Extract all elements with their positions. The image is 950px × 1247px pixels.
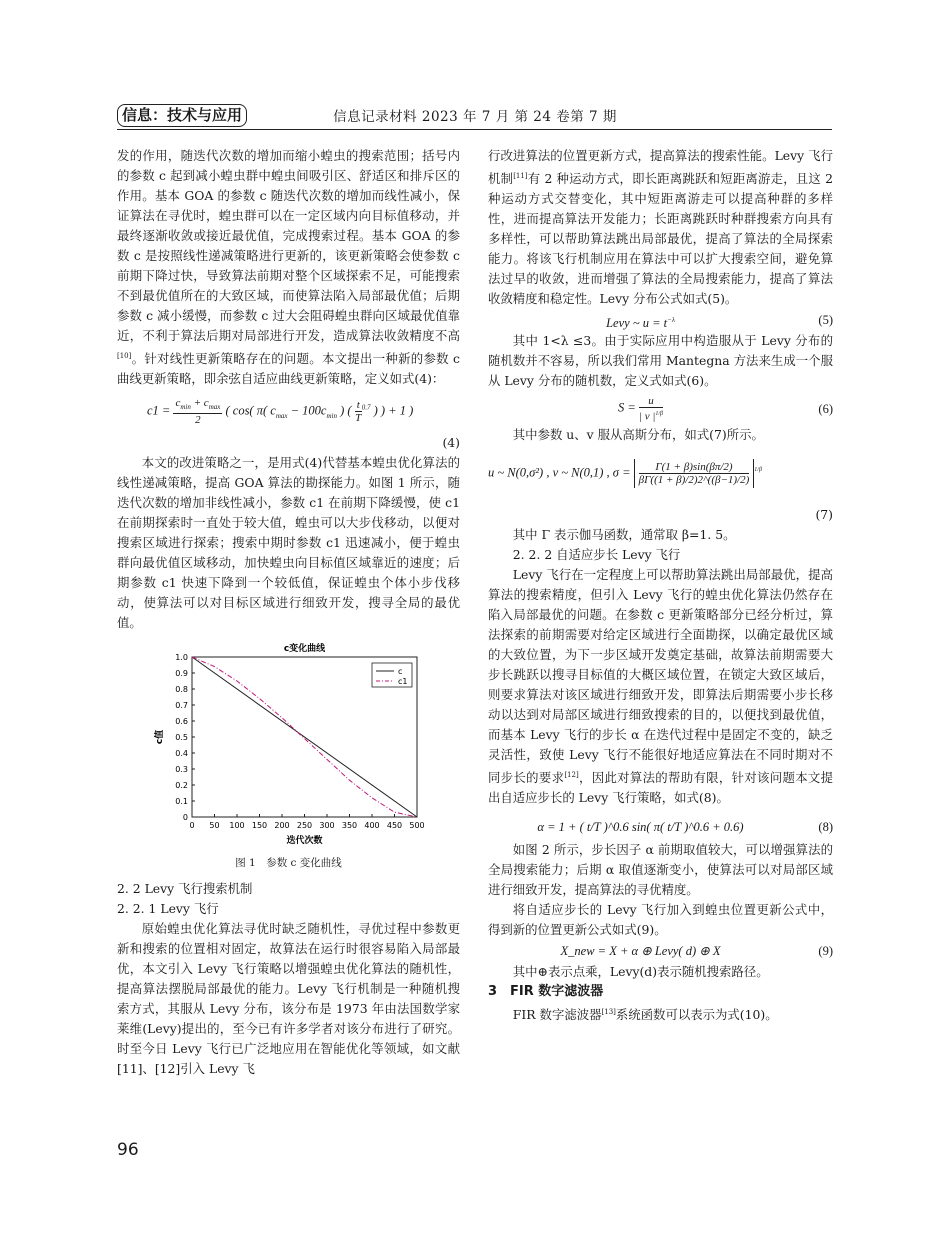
y-tick-label: 0.5 xyxy=(175,733,188,743)
y-tick-label: 0.2 xyxy=(175,781,188,791)
y-tick-label: 1.0 xyxy=(175,653,188,663)
y-tick-label: 0.1 xyxy=(175,797,188,807)
paragraph: 行改进算法的位置更新方式，提高算法的搜索性能。Levy 飞行机制[11]有 2 种运动方式，即长距离跳跃和短距离游走，且这 2 种运动方式交替变化，其中短距离游走可以提高种群的多样性，进而提高算法开发能力；长距离跳跃时种群搜索方向具有多样性，可以帮助算法跳出局部最优，提高了算法的全局探索能力。将该飞行机制应用在算法中可以扩大搜索空间，避免算法过早的收敛，进而增强了算法的全局搜索能力，提高了算法收敛精度和稳定性。Levy 分布公式如式(5)。 xyxy=(488,148,833,307)
c-curve-chart xyxy=(117,637,460,847)
paragraph: 其中 Γ 表示伽马函数，通常取 β=1. 5。 xyxy=(512,527,736,543)
left-column xyxy=(117,146,460,1079)
equation-5: Levy ~ $u = t^{-\lambda}$ (5) xyxy=(606,313,833,331)
y-tick-label: 0.3 xyxy=(175,765,188,775)
x-tick-label: 450 xyxy=(386,821,403,831)
x-tick-label: 350 xyxy=(341,821,358,831)
equation-6: S = $\frac{u}{| v |^{1/\beta}}$ (6) xyxy=(617,395,833,423)
x-tick-label: 150 xyxy=(251,821,268,831)
x-tick-label: 200 xyxy=(274,821,290,831)
paragraph: 发的作用，随迭代次数的增加而缩小蝗虫的搜索范围；括号内的参数 c 起到减小蝗虫群中蝗虫间吸引区、舒适区和排斥区的作用。基本 GOA 的参数 c 随迭代次数的增加而线性减小，保证算法在寻优时，蝗虫群可以在一定区域内向目标值移动，并最终逐渐收敛或接近最优值，完成搜索过程。基本 GOA 的参数 c 是按照线性递减策略进行更新的，该更新策略会使参数 c 前期下降过快，导致算法前期对整个区域探索不足，可能搜索不到最优值所在的大致区域，而使算法陷入局部最优值；后期参数 c 减小缓慢，而参数 c 过大会阻碍蝗虫群向区域最优值靠近，不利于算法后期对局部进行开发，造成算法收敛精度不高[10]。针对线性更新策略存在的问题。本文提出一种新的参数 c 曲线更新策略，即余弦自适应曲线更新策略，定义如式(4)： xyxy=(117,148,460,387)
paragraph: FIR 数字滤波器[13]系统函数可以表示为式(10)。 xyxy=(512,1007,778,1023)
equation-number: (4) xyxy=(442,435,460,451)
chart-title: c变化曲线 xyxy=(283,644,326,655)
paragraph: 其中⊕表示点乘，Levy(d)表示随机搜索路径。 xyxy=(512,964,769,980)
y-tick-label: 0.4 xyxy=(175,749,188,759)
equation-9: X_new = X + α ⊕ Levy( d) ⊕ X (9) xyxy=(560,944,833,959)
right-column xyxy=(488,146,833,1025)
y-tick-label: 0 xyxy=(182,813,188,823)
equation-number: (7) xyxy=(815,507,833,523)
paragraph: 其中 1<λ ≤3。由于实际应用中构造服从于 Levy 分布的随机数并不容易，所以我们常用 Mantegna 方法来生成一个服从 Levy 分布的随机数，定义式如式(6)。 xyxy=(488,333,833,389)
paragraph: 原始蝗虫优化算法寻优时缺乏随机性，寻优过程中参数更新和搜索的位置相对固定，故算法在运行时很容易陷入局部最优，本文引入 Levy 飞行策略以增强蝗虫优化算法的随机性，提高算法摆脱局部最优的能力。Levy 飞行机制是一种随机搜索方式，其服从 Levy 分布，该分布是 1973 年由法国数学家莱维(Levy)提出的，至今已有许多学者对该分布进行了研究。时至今日 Levy 飞行已广泛地应用在智能优化等领域，如文献[11]、[12]引入 Levy 飞 xyxy=(117,921,460,1077)
x-axis-label: 迭代次数 xyxy=(286,836,323,847)
y-tick-label: 0.7 xyxy=(175,701,188,711)
y-tick-label: 0.6 xyxy=(175,717,188,727)
equation-7: u ~ N(0,σ²) , v ~ N(0,1) , σ = $\frac{\Gamma(1 + \beta)\sin(\beta\pi/2)}{\beta\Gamma((1 + \beta)/2)2\^{}((\beta-1)/2)}$ $^{1/\beta}$ xyxy=(488,461,762,487)
x-tick-label: 300 xyxy=(319,821,335,831)
journal-header: 信息记录材料 2023 年 7 月 第 24 卷第 7 期 xyxy=(333,109,617,125)
y-tick-label: 0.8 xyxy=(175,685,188,695)
subsection-heading: 2. 2. 1 Levy 飞行 xyxy=(117,901,219,917)
page-number: 96 xyxy=(117,1140,139,1160)
paragraph: 将自适应步长的 Levy 飞行加入到蝗虫位置更新公式中，得到新的位置更新公式如式(9)。 xyxy=(488,902,833,938)
paragraph: 如图 2 所示，步长因子 α 前期取值较大，可以增强算法的全局搜索能力；后期 α 取值逐渐变小，使算法可以对局部区域进行细致开发，提高算法的寻优精度。 xyxy=(488,842,833,898)
legend-label: c1 xyxy=(398,677,408,687)
x-tick-label: 0 xyxy=(189,821,195,831)
section-heading: 2. 2 Levy 飞行搜索机制 xyxy=(117,881,253,897)
equation-4: c1 = $\frac{c_{min} + c_{max}}{2}$ ( cos( π( $c_{max} - 100c_{min}$ ) ( $\frac{t}{T}$ $^{0.7}$ ) ) + 1 ) xyxy=(147,397,414,427)
figure-caption: 图 1 参数 c 变化曲线 xyxy=(235,857,342,870)
header-rule xyxy=(117,129,832,130)
x-tick-label: 100 xyxy=(229,821,245,831)
x-tick-label: 500 xyxy=(409,821,425,831)
paragraph: Levy 飞行在一定程度上可以帮助算法跳出局部最优，提高算法的搜索精度，但引入 Levy 飞行的蝗虫优化算法仍然存在陷入局部最优的问题。在参数 c 更新策略部分已经分析过，算法探索的前期需要对给定区域进行全面勘探，以确定最优区域的大致位置，为下一步区域开发奠定基础，故算法前期需要大步长跳跃以搜寻目标值的大概区域位置，在锁定大致区域后，则要求算法对该区域进行细致开发，即算法后期需要小步长移动以达到对局部区域进行细致搜索的目的，以便找到最优值，而基本 Levy 飞行的步长 α 在迭代过程中是固定不变的，缺乏灵活性，致使 Levy 飞行不能很好地适应算法在不同时期对不同步长的要求[12]，因此对算法的帮助有限，针对该问题本文提出自适应步长的 Levy 飞行策略，如式(8)。 xyxy=(488,567,834,806)
figure-1 xyxy=(117,637,460,847)
legend-label: c xyxy=(398,667,403,677)
paragraph: 本文的改进策略之一，是用式(4)代替基本蝗虫优化算法的线性递减策略，提高 GOA 算法的勘探能力。如图 1 所示，随迭代次数的增加非线性减小，参数 c1 在前期下降缓慢，使 c1 在前期探索时一直处于较大值，蝗虫可以大步伐移动，以便对搜索区域进行探索；搜索中期时参数 c1 迅速减小，便于蝗虫群向最优值区域移动，加快蝗虫向目标值区域靠近的速度；后期参数 c1 快速下降到一个较低值，保证蝗虫个体小步伐移动，使算法可以对目标区域进行细致开发，搜寻全局的最优值。 xyxy=(117,455,460,631)
y-axis-label: c值 xyxy=(155,729,165,745)
section-badge: 信息：技术与应用 xyxy=(117,104,247,127)
paragraph: 其中参数 u、v 服从高斯分布，如式(7)所示。 xyxy=(512,427,764,443)
x-tick-label: 250 xyxy=(296,821,313,831)
x-tick-label: 50 xyxy=(209,821,220,831)
subsection-heading: 2. 2. 2 自适应步长 Levy 飞行 xyxy=(512,547,681,563)
x-tick-label: 400 xyxy=(364,821,380,831)
section-heading: 3 FIR 数字滤波器 xyxy=(488,984,604,1000)
y-tick-label: 0.9 xyxy=(175,669,188,679)
equation-8: α = 1 + ( t/T )^0.6 sin( π( t/T )^0.6 + 0.6) (8) xyxy=(537,820,833,835)
